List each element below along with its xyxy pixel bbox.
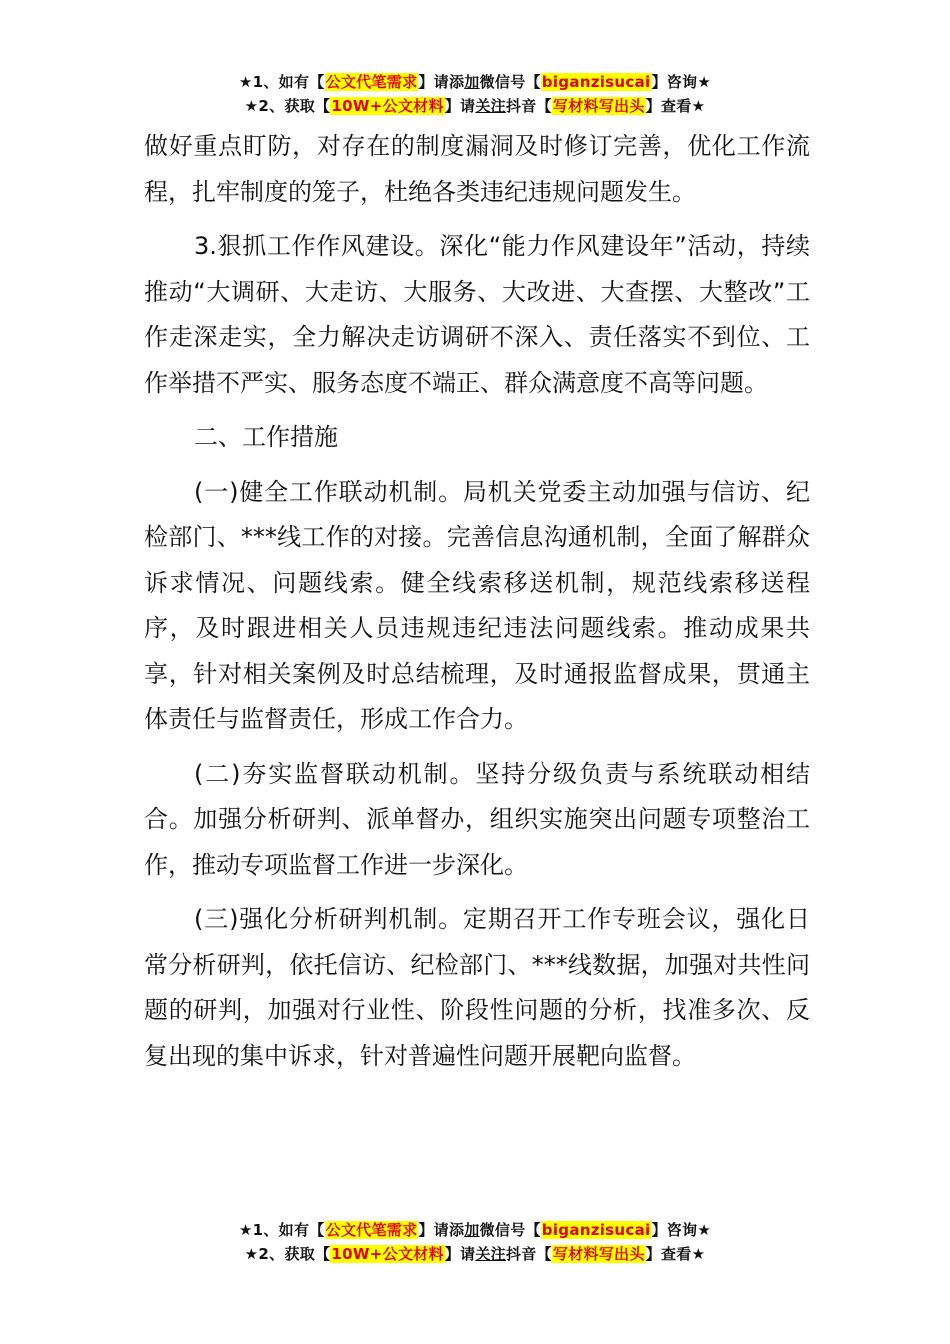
banner-text: ★2、获取【 bbox=[244, 97, 331, 115]
paragraph: (二)夯实监督联动机制。坚持分级负责与系统联动相结合。加强分析研判、派单督办，组织实施突出问题专项整治工作，推动专项监督工作进一步深化。 bbox=[144, 759, 810, 879]
banner-text: ★1、如有【 bbox=[238, 73, 325, 91]
banner-text: 抖音【 bbox=[505, 97, 552, 115]
banner-text: 】请 bbox=[444, 97, 476, 115]
document-body bbox=[144, 124, 810, 1079]
highlight-text: 公文代笔需求 bbox=[325, 1221, 418, 1239]
banner-text: ★1、如有【 bbox=[238, 1221, 325, 1239]
banner-text: ★2、获取【 bbox=[244, 1245, 331, 1263]
douyin-account: 写材料写出头 bbox=[552, 97, 645, 115]
banner-text: 微信号【 bbox=[479, 73, 541, 91]
section-heading: 二、工作措施 bbox=[194, 423, 338, 451]
wechat-id: biganzisucai bbox=[541, 1221, 651, 1239]
banner-line-1 bbox=[0, 70, 950, 94]
banner-text: 】请添 bbox=[418, 1221, 465, 1239]
banner-text: 】请添 bbox=[418, 73, 465, 91]
banner-text: 抖音【 bbox=[505, 1245, 552, 1263]
banner-line-1 bbox=[0, 1218, 950, 1242]
banner-text: 】咨询★ bbox=[651, 1221, 712, 1239]
paragraph: (一)健全工作联动机制。局机关党委主动加强与信访、纪检部门、***线工作的对接。完善信息沟通机制，全面了解群众诉求情况、问题线索。健全线索移送机制，规范线索移送程序，及时跟进相关人员违规违纪违法问题线索。推动成果共享，针对相关案例及时总结梳理，及时通报监督成果，贯通主体责任与监督责任，形成工作合力。 bbox=[144, 477, 810, 733]
banner-line-2 bbox=[0, 1242, 950, 1266]
banner-text: 】请 bbox=[444, 1245, 476, 1263]
highlight-text: 10W+公文材料 bbox=[331, 97, 444, 115]
emphasis-text: 关注 bbox=[475, 1245, 506, 1263]
header-banner bbox=[0, 70, 950, 118]
banner-text: 】查看★ bbox=[645, 97, 706, 115]
emphasis-text: 加 bbox=[464, 1221, 480, 1239]
banner-text: 】咨询★ bbox=[651, 73, 712, 91]
highlight-text: 公文代笔需求 bbox=[325, 73, 418, 91]
banner-text: 微信号【 bbox=[479, 1221, 541, 1239]
paragraph: (三)强化分析研判机制。定期召开工作专班会议，强化日常分析研判，依托信访、纪检部门、***线数据，加强对共性问题的研判，加强对行业性、阶段性问题的分析，找准多次、反复出现的集中诉求，针对普遍性问题开展靶向监督。 bbox=[144, 905, 810, 1070]
emphasis-text: 加 bbox=[464, 73, 480, 91]
paragraph: 做好重点盯防，对存在的制度漏洞及时修订完善，优化工作流程，扎牢制度的笼子，杜绝各类违纪违规问题发生。 bbox=[144, 132, 810, 206]
emphasis-text: 关注 bbox=[475, 97, 506, 115]
banner-line-2 bbox=[0, 94, 950, 118]
douyin-account: 写材料写出头 bbox=[552, 1245, 645, 1263]
banner-text: 】查看★ bbox=[645, 1245, 706, 1263]
paragraph: 3.狠抓工作作风建设。深化“能力作风建设年”活动，持续推动“大调研、大走访、大服务、大改进、大查摆、大整改”工作走深走实，全力解决走访调研不深入、责任落实不到位、工作举措不严实、服务态度不端正、群众满意度不高等问题。 bbox=[144, 232, 810, 397]
footer-banner bbox=[0, 1218, 950, 1266]
wechat-id: biganzisucai bbox=[541, 73, 651, 91]
highlight-text: 10W+公文材料 bbox=[331, 1245, 444, 1263]
